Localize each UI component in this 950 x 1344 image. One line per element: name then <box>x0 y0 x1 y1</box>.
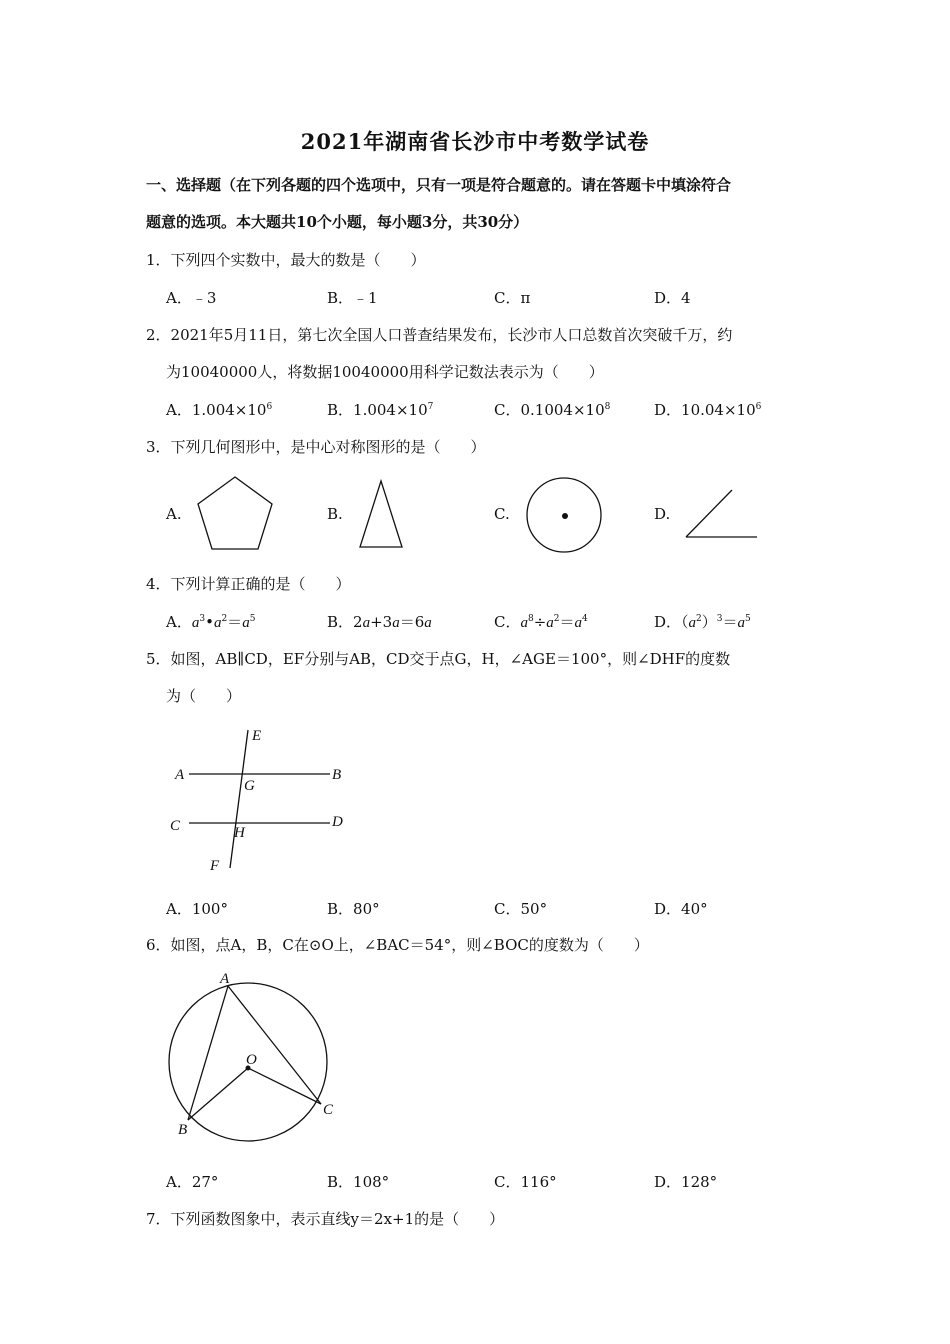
question-3-option-d: D. <box>654 505 671 523</box>
label-b: B <box>178 1122 188 1138</box>
question-4-option-d: D．$(a^2)^3=a^5$ <box>654 613 751 631</box>
question-5-option-a: A．100° <box>166 900 228 918</box>
label-o: O <box>246 1052 257 1068</box>
question-5-stem-line2: 为（ ） <box>166 687 242 705</box>
question-1-option-c: C．π <box>494 289 531 307</box>
question-4-option-b: B．2a+3a＝6a <box>327 613 432 631</box>
question-6-stem: 6．如图，点A，B，C在⊙O上，∠BAC＝54°，则∠BOC的度数为（ ） <box>146 936 649 954</box>
question-2-stem-line1: 2．2021年5月11日，第七次全国人口普查结果发布，长沙市人口总数首次突破千万，约 <box>146 326 733 344</box>
question-5-stem-line1: 5．如图，AB∥CD，EF分别与AB，CD交于点G，H，∠AGE＝100°，则∠DHF的度数 <box>146 650 731 668</box>
question-6-option-d: D．128° <box>654 1173 718 1191</box>
question-1-option-a: A．﹣3 <box>166 289 217 307</box>
question-4-option-a: A．$a^3•a^2=a^5$ <box>166 613 256 631</box>
section-heading-line1: 一、选择题（在下列各题的四个选项中，只有一项是符合题意的。请在答题卡中填涂符合 <box>146 176 732 194</box>
question-3-option-a: A. <box>166 505 182 523</box>
question-7-stem: 7．下列函数图象中，表示直线y＝2x+1的是（ ） <box>146 1210 505 1228</box>
circle-angle-figure <box>162 966 352 1146</box>
angle-figure <box>682 485 762 543</box>
question-4-option-c: C．$a^8\div a^2=a^4$ <box>494 613 588 631</box>
question-1-option-d: D．4 <box>654 289 691 307</box>
question-3-stem: 3．下列几何图形中，是中心对称图形的是（ ） <box>146 438 486 456</box>
question-2-option-d: D．$10.04\times 10^6$ <box>654 401 762 419</box>
label-e: E <box>252 728 262 744</box>
circle-figure <box>524 475 604 555</box>
label-h: H <box>234 825 245 841</box>
section-heading-line2: 题意的选项。本大题共10个小题，每小题3分，共30分） <box>146 213 529 231</box>
label-b: B <box>332 767 342 783</box>
parallel-lines-figure <box>164 722 364 882</box>
question-5-option-b: B．80° <box>327 900 380 918</box>
question-2-stem-line2: 为10040000人，将数据10040000用科学记数法表示为（ ） <box>166 363 604 381</box>
question-5-option-c: C．50° <box>494 900 548 918</box>
triangle-figure <box>354 477 408 551</box>
label-a: A <box>175 767 185 783</box>
question-6-option-b: B．108° <box>327 1173 390 1191</box>
label-g: G <box>244 778 255 794</box>
question-6-option-a: A．27° <box>166 1173 219 1191</box>
question-2-option-a: A．$1.004\times 10^6$ <box>166 401 273 419</box>
question-4-stem: 4．下列计算正确的是（ ） <box>146 575 351 593</box>
question-2-option-c: C．$0.1004\times 10^8$ <box>494 401 611 419</box>
question-6-option-c: C．116° <box>494 1173 557 1191</box>
question-3-option-c: C. <box>494 505 510 523</box>
label-c: C <box>323 1102 334 1118</box>
question-2-option-b: B．$1.004\times 10^7$ <box>327 401 434 419</box>
page-title: 2021年湖南省长沙市中考数学试卷 <box>300 129 650 154</box>
label-c: C <box>170 818 181 834</box>
question-1-stem: 1．下列四个实数中，最大的数是（ ） <box>146 251 426 269</box>
question-3-option-b: B. <box>327 505 343 523</box>
question-5-option-d: D．40° <box>654 900 708 918</box>
pentagon-figure <box>192 473 278 555</box>
label-f: F <box>210 858 220 874</box>
label-d: D <box>332 814 343 830</box>
label-a: A <box>220 971 230 987</box>
question-1-option-b: B．﹣1 <box>327 289 378 307</box>
